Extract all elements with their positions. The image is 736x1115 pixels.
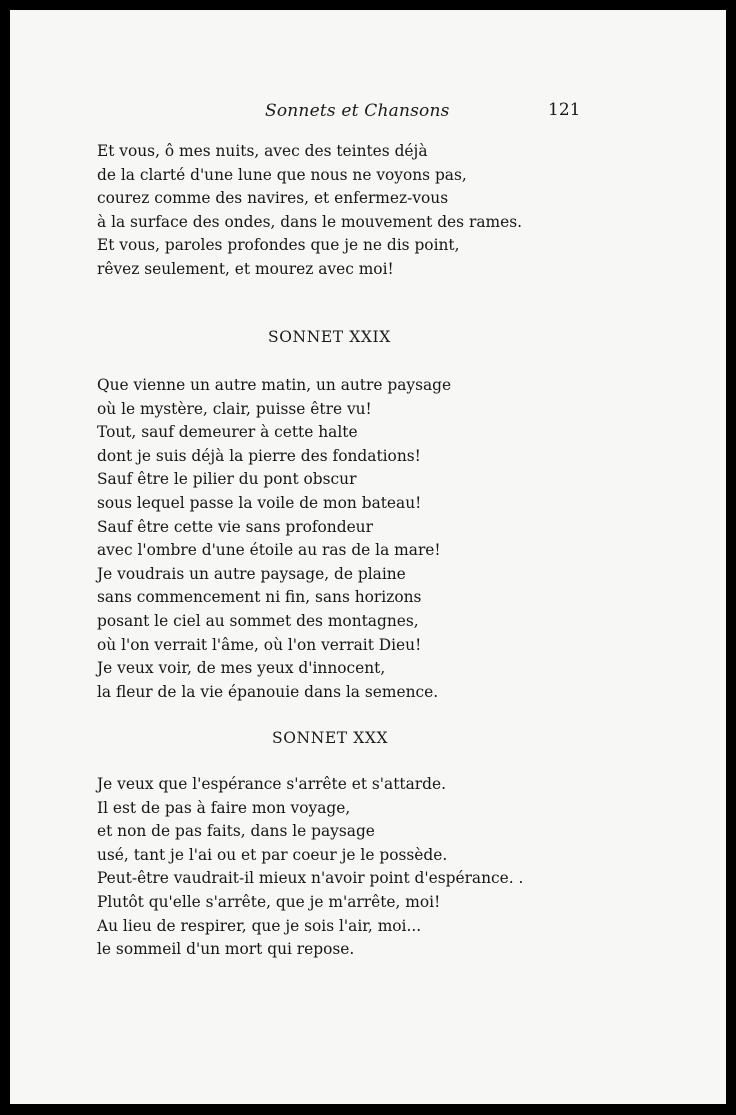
verse-line: courez comme des navires, et enfermez-vous (97, 189, 449, 208)
verse-line: sous lequel passe la voile de mon bateau! (97, 493, 422, 512)
sonnet-29-title: SONNET XXIX (268, 328, 391, 346)
page-number: 121 (548, 100, 581, 120)
book-page (10, 10, 726, 1104)
verse-line: et non de pas faits, dans le paysage (97, 822, 375, 841)
verse-line: Que vienne un autre matin, un autre paysage (97, 376, 452, 394)
verse-line: Et vous, paroles profondes que je ne dis point, (97, 236, 460, 255)
verse-line: Sauf être cette vie sans profondeur (97, 517, 373, 536)
sonnet-30-body (97, 773, 523, 962)
verse-line: Sauf être le pilier du pont obscur (97, 470, 357, 489)
verse-line: Plutôt qu'elle s'arrête, que je m'arrête, moi! (97, 892, 441, 911)
verse-line: Il est de pas à faire mon voyage, (97, 798, 351, 817)
verse-line: le sommeil d'un mort qui repose. (97, 940, 355, 959)
verse-line: la fleur de la vie épanouie dans la semence. (97, 682, 439, 701)
sonnet-29-body (97, 374, 451, 704)
verse-line: où l'on verrait l'âme, où l'on verrait Dieu! (97, 635, 422, 654)
running-title: Sonnets et Chansons (265, 101, 450, 121)
verse-line: avec l'ombre d'une étoile au ras de la mare! (97, 541, 441, 560)
verse-line: de la clarté d'une lune que nous ne voyons pas, (97, 165, 467, 184)
sonnet-30-title: SONNET XXX (272, 729, 389, 747)
verse-line: Je veux que l'espérance s'arrête et s'attarde. (97, 775, 446, 793)
verse-line: Tout, sauf demeurer à cette halte (97, 423, 358, 442)
verse-line: Je voudrais un autre paysage, de plaine (97, 564, 406, 583)
verse-line: Peut-être vaudrait-il mieux n'avoir point d'espérance. . (97, 869, 524, 888)
intro-stanza (97, 140, 522, 282)
verse-line: rêvez seulement, et mourez avec moi! (97, 259, 394, 278)
verse-line: Et vous, ô mes nuits, avec des teintes déjà (97, 142, 428, 160)
verse-line: usé, tant je l'ai ou et par coeur je le possède. (97, 845, 448, 864)
verse-line: sans commencement ni fin, sans horizons (97, 588, 422, 607)
verse-line: à la surface des ondes, dans le mouvement des rames. (97, 212, 522, 231)
verse-line: dont je suis déjà la pierre des fondations! (97, 446, 421, 465)
verse-line: posant le ciel au sommet des montagnes, (97, 611, 419, 630)
verse-line: Je veux voir, de mes yeux d'innocent, (97, 659, 386, 678)
verse-line: Au lieu de respirer, que je sois l'air, moi... (97, 916, 422, 935)
verse-line: où le mystère, clair, puisse être vu! (97, 399, 372, 418)
